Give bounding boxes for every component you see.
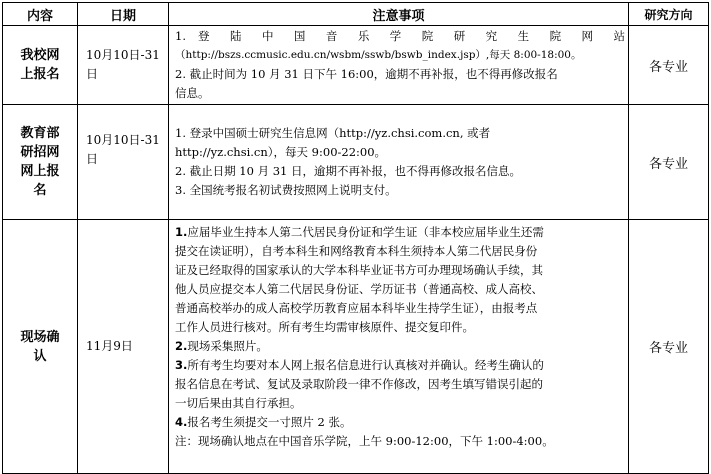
note-line xyxy=(175,318,625,337)
row-date-line: 10月10日-31 xyxy=(86,48,160,62)
row-date-line: 10月10日-31 xyxy=(86,133,160,147)
note-line: 1. 登 陆 中 国 音 乐 学 院 研 究 生 院 网 站 xyxy=(175,29,625,43)
note-line xyxy=(175,337,625,356)
note-line: 3. 全国统考报名初试费按照网上说明支付。 xyxy=(175,183,397,197)
note-number: 2. xyxy=(175,339,188,353)
row-major: 各专业 xyxy=(629,220,709,474)
row-date xyxy=(78,26,169,105)
row-name-line: 网上报 xyxy=(20,164,60,179)
note-text: 注：现场确认地点在中国音乐学院，上午 9:00-12:00，下午 1:00-4:00。 xyxy=(175,434,554,448)
note-text: 报名信息在考试、复试及录取阶段一律不作修改，因考生填写错误引起的 xyxy=(175,377,543,391)
table-row xyxy=(3,26,709,105)
note-text: 提交在读证明），自考本科生和网络教育本科生须持本人第二代居民身份 xyxy=(175,244,538,258)
note-text: 现场采集照片。 xyxy=(187,339,268,353)
note-line xyxy=(175,394,625,413)
note-line xyxy=(175,223,625,242)
note-line: http://yz.chsi.cn），每天 9:00-22:00。 xyxy=(175,145,387,159)
row-name-line: 认 xyxy=(33,348,47,364)
row-name-line: 教育部 xyxy=(20,126,60,141)
row-name-line: 我校网 xyxy=(20,48,60,63)
row-notes xyxy=(169,105,629,220)
note-line: 2. 截止时间为 10 月 31 日下午 16:00，逾期不再补报，也不得再修改报名 xyxy=(175,67,558,81)
table-row xyxy=(3,220,709,474)
row-name xyxy=(3,220,78,474)
row-date-line: 11月9日 xyxy=(86,339,133,353)
row-date-line: 日 xyxy=(86,152,99,166)
note-line: 信息。 xyxy=(175,86,210,100)
note-line xyxy=(175,375,625,394)
note-line xyxy=(175,356,625,375)
header-notes: 注意事项 xyxy=(169,3,629,26)
registration-schedule-table xyxy=(2,2,709,474)
row-name-line: 现场确 xyxy=(20,329,60,345)
row-date xyxy=(78,105,169,220)
row-major: 各专业 xyxy=(629,105,709,220)
note-number: 1. xyxy=(175,225,188,239)
row-notes xyxy=(169,220,629,474)
note-line xyxy=(175,432,625,451)
note-text: 报名考生须提交一寸照片 2 张。 xyxy=(187,415,352,429)
row-name-line: 上报名 xyxy=(20,67,60,82)
header-content: 内容 xyxy=(3,3,78,26)
note-line xyxy=(175,280,625,299)
header-direction: 研究方向 xyxy=(629,3,709,26)
row-date xyxy=(78,220,169,474)
row-major: 各专业 xyxy=(629,26,709,105)
note-text: 工作人员进行核对。所有考生均需审核原件、提交复印件。 xyxy=(175,320,474,334)
note-line: （http://bszs.ccmusic.edu.cn/wsbm/sswb/bswb_index.jsp）,每天 8:00-18:00。 xyxy=(175,49,582,61)
note-text: 普通高校举办的成人高校学历教育应届本科毕业生持学生证），由报考点 xyxy=(175,301,538,315)
note-line: 2. 截止日期 10 月 31 日，逾期不再补报，也不得再修改报名信息。 xyxy=(175,164,522,178)
note-line xyxy=(175,242,625,261)
row-notes xyxy=(169,26,629,105)
note-number: 4. xyxy=(175,415,188,429)
note-line xyxy=(175,299,625,318)
row-name xyxy=(3,26,78,105)
note-text: 一切后果由其自行承担。 xyxy=(175,396,302,410)
table-header-row xyxy=(3,3,709,26)
note-line xyxy=(175,261,625,280)
note-line xyxy=(175,413,625,432)
header-date: 日期 xyxy=(78,3,169,26)
row-name-line: 研招网 xyxy=(20,145,60,160)
table-row xyxy=(3,105,709,220)
note-text: 证及已经取得的国家承认的大学本科毕业证书方可办理现场确认手续，其 xyxy=(175,263,543,277)
note-text: 应届毕业生持本人第二代居民身份证和学生证（非本校应届毕业生还需 xyxy=(187,225,544,239)
row-name xyxy=(3,105,78,220)
note-line: 1. 登录中国硕士研究生信息网（http://yz.chsi.com.cn, 或者 xyxy=(175,126,491,140)
row-name-line: 名 xyxy=(33,183,47,198)
note-text: 他人员应提交本人第二代居民身份证、学历证书（普通高校、成人高校、 xyxy=(175,282,543,296)
row-date-line: 日 xyxy=(86,67,99,81)
note-number: 3. xyxy=(175,358,188,372)
note-text: 所有考生均要对本人网上报名信息进行认真核对并确认。经考生确认的 xyxy=(187,358,544,372)
